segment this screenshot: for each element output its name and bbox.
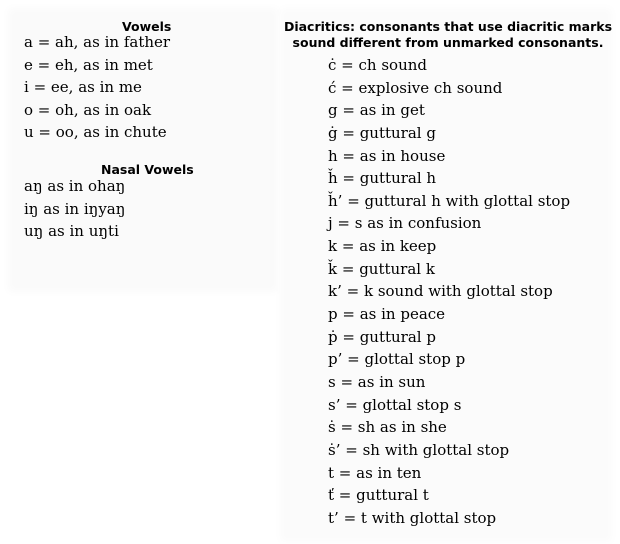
diacritic-entry: ṡ’ = sh with glottal stop <box>328 440 510 459</box>
nasal-vowel-entry: iŋ as in iŋyaŋ <box>24 199 126 218</box>
diacritic-entry: ǩ = guttural k <box>328 259 435 278</box>
diacritic-entry: ġ = guttural g <box>328 123 436 142</box>
vowel-entry: u = oo, as in chute <box>24 123 167 142</box>
diacritic-entry: ć = explosive ch sound <box>328 78 503 97</box>
nasal-vowels-heading: Nasal Vowels <box>101 162 194 177</box>
diacritic-entry: k = as in keep <box>328 237 437 256</box>
vowel-entry: o = oh, as in oak <box>24 100 152 119</box>
diacritics-heading <box>280 19 616 51</box>
diacritic-entry: g = as in get <box>328 101 425 120</box>
diacritic-entry: p’ = glottal stop p <box>328 350 466 369</box>
nasal-vowel-entry: uŋ as in uŋti <box>24 222 119 241</box>
vowel-entry: i = ee, as in me <box>24 78 142 97</box>
diacritic-entry: ṡ = sh as in she <box>328 418 447 437</box>
diacritic-list <box>328 54 570 529</box>
diacritic-entry: t = as in ten <box>328 463 422 482</box>
diacritics-heading-line-2: sound different from unmarked consonants. <box>292 35 604 50</box>
diacritic-entry: h = as in house <box>328 146 446 165</box>
diacritic-entry: s = as in sun <box>328 372 426 391</box>
diacritic-entry: k’ = k sound with glottal stop <box>328 282 553 301</box>
diacritics-heading-line-1: Diacritics: consonants that use diacritic marks <box>283 19 613 34</box>
diacritic-entry: ȟ’ = guttural h with glottal stop <box>328 191 571 210</box>
diacritic-entry: ċ = ch sound <box>328 56 427 74</box>
vowel-list <box>24 31 170 144</box>
diacritic-entry: p = as in peace <box>328 305 446 324</box>
vowels-heading: Vowels <box>122 19 172 34</box>
diacritic-entry: ť = guttural t <box>328 486 429 505</box>
vowel-entry: e = eh, as in met <box>24 55 153 74</box>
nasal-vowel-entry: aŋ as in ohaŋ <box>24 177 126 195</box>
diacritic-entry: j = s as in confusion <box>328 214 482 233</box>
vowel-entry: a = ah, as in father <box>24 33 171 51</box>
diacritic-entry: s’ = glottal stop s <box>328 395 462 414</box>
nasal-vowel-list <box>24 175 125 243</box>
diacritic-entry: t’ = t with glottal stop <box>328 508 497 527</box>
diacritic-entry: ṗ = guttural p <box>328 327 436 346</box>
diacritic-entry: ȟ = guttural h <box>328 169 437 188</box>
